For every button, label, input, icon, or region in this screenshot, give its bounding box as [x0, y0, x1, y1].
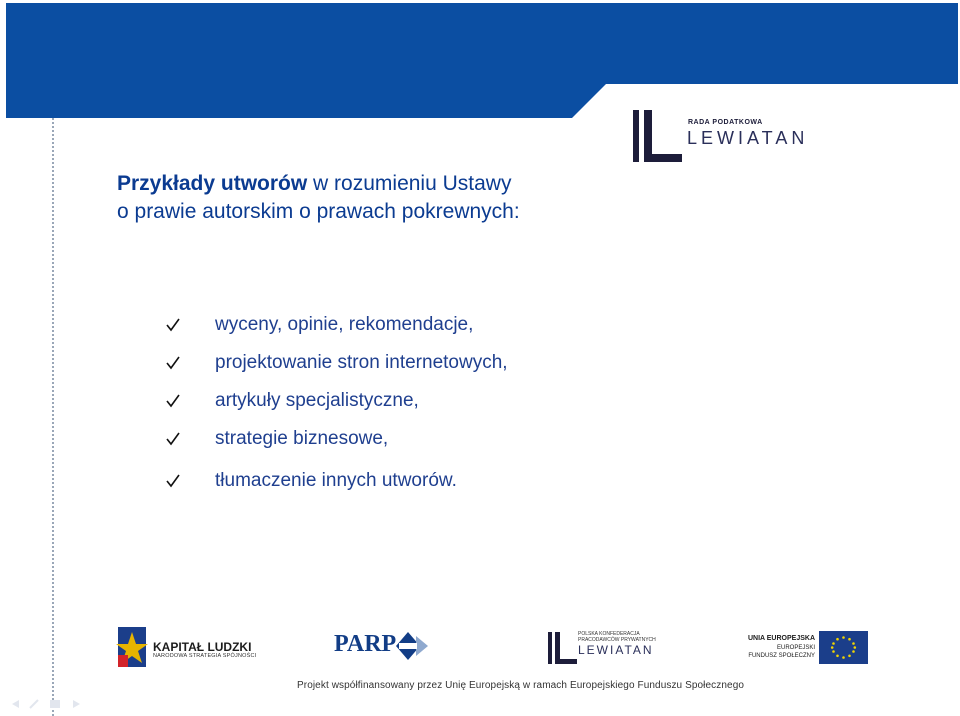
list-item [165, 349, 508, 387]
checkmark-icon [165, 473, 181, 489]
bullet-list [165, 311, 508, 505]
eu-line1: UNIA EUROPEJSKA [747, 635, 815, 642]
slide-nav-controls [10, 697, 90, 711]
logo-subtitle: RADA PODATKOWA [688, 119, 763, 126]
pkpp-lewiatan-icon [548, 632, 577, 664]
parp-wordmark: PARP [334, 631, 397, 657]
nav-forward-icon[interactable] [73, 700, 80, 708]
checkmark-icon [165, 317, 181, 333]
funding-note: Projekt współfinansowany przez Unię Europejską w ramach Europejskiego Funduszu Społecznego [297, 680, 745, 691]
pkpp-line3: LEWIATAN [578, 643, 654, 657]
checkmark-icon [165, 431, 181, 447]
nav-pen-icon[interactable] [30, 700, 38, 708]
list-item [165, 311, 508, 349]
list-item [165, 425, 508, 463]
kapital-ludzki-icon [116, 627, 148, 667]
nav-back-icon[interactable] [12, 700, 19, 708]
list-item [165, 467, 508, 505]
eu-flag-icon [819, 631, 868, 664]
lewiatan-logo-icon [633, 108, 685, 164]
header-banner [0, 0, 960, 120]
nav-menu-icon[interactable] [50, 700, 60, 708]
title-line2: o prawie autorskim o prawach pokrewnych: [117, 200, 520, 223]
title-emphasis: Przykłady utworów [117, 172, 308, 195]
pkpp-line2: PRACODAWCÓW PRYWATNYCH [578, 637, 656, 643]
list-item [165, 387, 508, 425]
bullet-text: projektowanie stron internetowych, [215, 352, 508, 373]
bullet-text: artykuły specjalistyczne, [215, 390, 419, 411]
bullet-text: strategie biznesowe, [215, 428, 389, 449]
pkpp-line1: POLSKA KONFEDERACJA [578, 631, 640, 637]
checkmark-icon [165, 393, 181, 409]
title-rest: w rozumieniu Ustawy [307, 172, 512, 195]
kapital-ludzki-name: KAPITAŁ LUDZKI [153, 640, 252, 654]
footer-logo-graphics [0, 620, 960, 680]
logo-title: LEWIATAN [687, 128, 809, 148]
bullet-text: tłumaczenie innych utworów. [215, 470, 457, 491]
parp-icon [396, 632, 428, 660]
eu-lines [745, 644, 815, 660]
bullet-text: wyceny, opinie, rekomendacje, [215, 314, 474, 335]
eu-line3: FUNDUSZ SPOŁECZNY [748, 653, 815, 659]
kapital-ludzki-subtitle: NARODOWA STRATEGIA SPÓJNOŚCI [153, 653, 257, 659]
checkmark-icon [165, 355, 181, 371]
eu-line2: EUROPEJSKI [776, 645, 815, 651]
slide-title [117, 170, 637, 226]
